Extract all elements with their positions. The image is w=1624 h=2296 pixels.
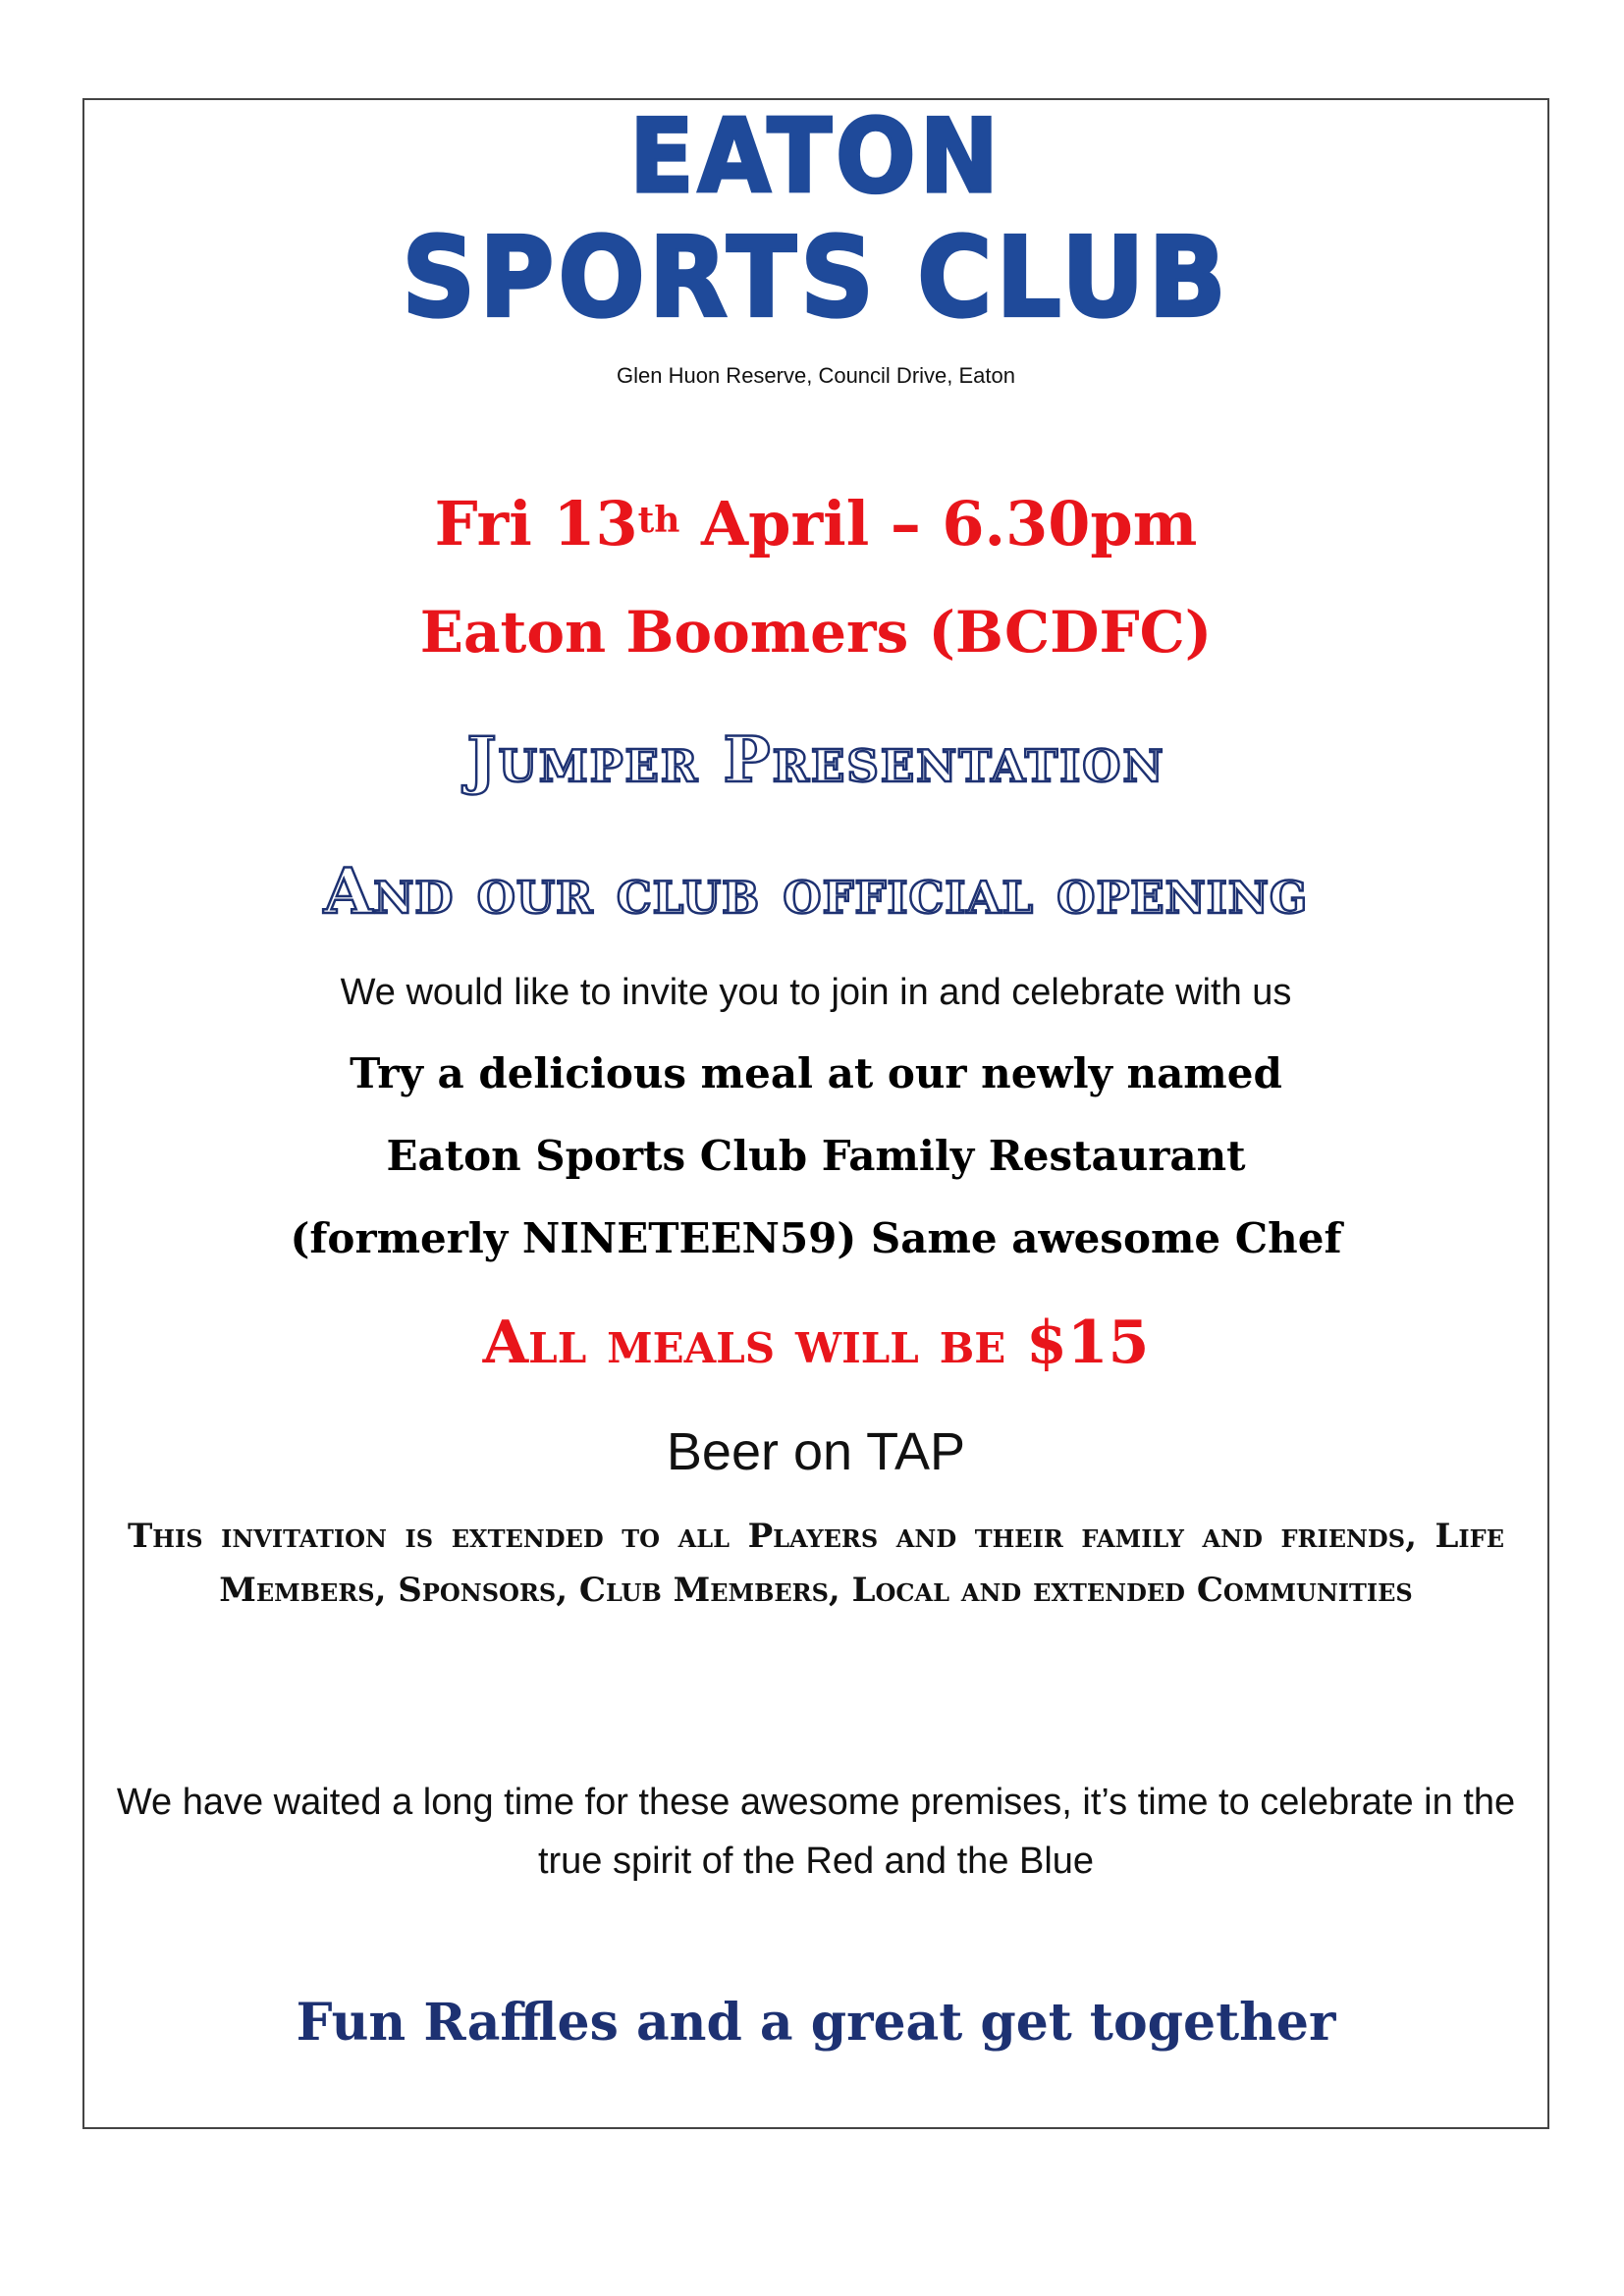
invite-text: We would like to invite you to join in and celebrate with us bbox=[340, 972, 1292, 1013]
event-date-rest: April – 6.30pm bbox=[679, 488, 1198, 560]
event-date-ordinal: th bbox=[637, 500, 680, 541]
meal-price: All meals will be $15 bbox=[482, 1308, 1150, 1377]
headline-official-opening: And our club official opening bbox=[323, 855, 1309, 929]
meal-line-1: Try a delicious meal at our newly named bbox=[350, 1049, 1282, 1097]
closing-paragraph: We have waited a long time for these awesome premises, it’s time to celebrate in the true spirit of the Red and the Blue bbox=[116, 1782, 1516, 1882]
club-address: Glen Huon Reserve, Council Drive, Eaton bbox=[617, 363, 1015, 388]
team-name: Eaton Boomers (BCDFC) bbox=[419, 599, 1213, 666]
club-logo-line-1: EATON bbox=[629, 96, 1002, 216]
footer-raffles: Fun Raffles and a great get together bbox=[296, 1993, 1336, 2053]
beer-on-tap: Beer on TAP bbox=[666, 1422, 966, 1481]
meal-line-3: (formerly NINETEEN59) Same awesome Chef bbox=[290, 1214, 1342, 1262]
club-logo-line-2: SPORTS CLUB bbox=[402, 212, 1230, 343]
event-date-time bbox=[82, 485, 1549, 563]
event-date-day: Fri 13 bbox=[434, 488, 638, 560]
headline-jumper-presentation: Jumper Presentation bbox=[466, 723, 1165, 797]
invitation-extended-text: This invitation is extended to all Players and their family and friends, Life Members, Sponsors, Club Members, Local and extended Communities bbox=[128, 1517, 1504, 1610]
meal-line-2: Eaton Sports Club Family Restaurant bbox=[386, 1132, 1246, 1180]
